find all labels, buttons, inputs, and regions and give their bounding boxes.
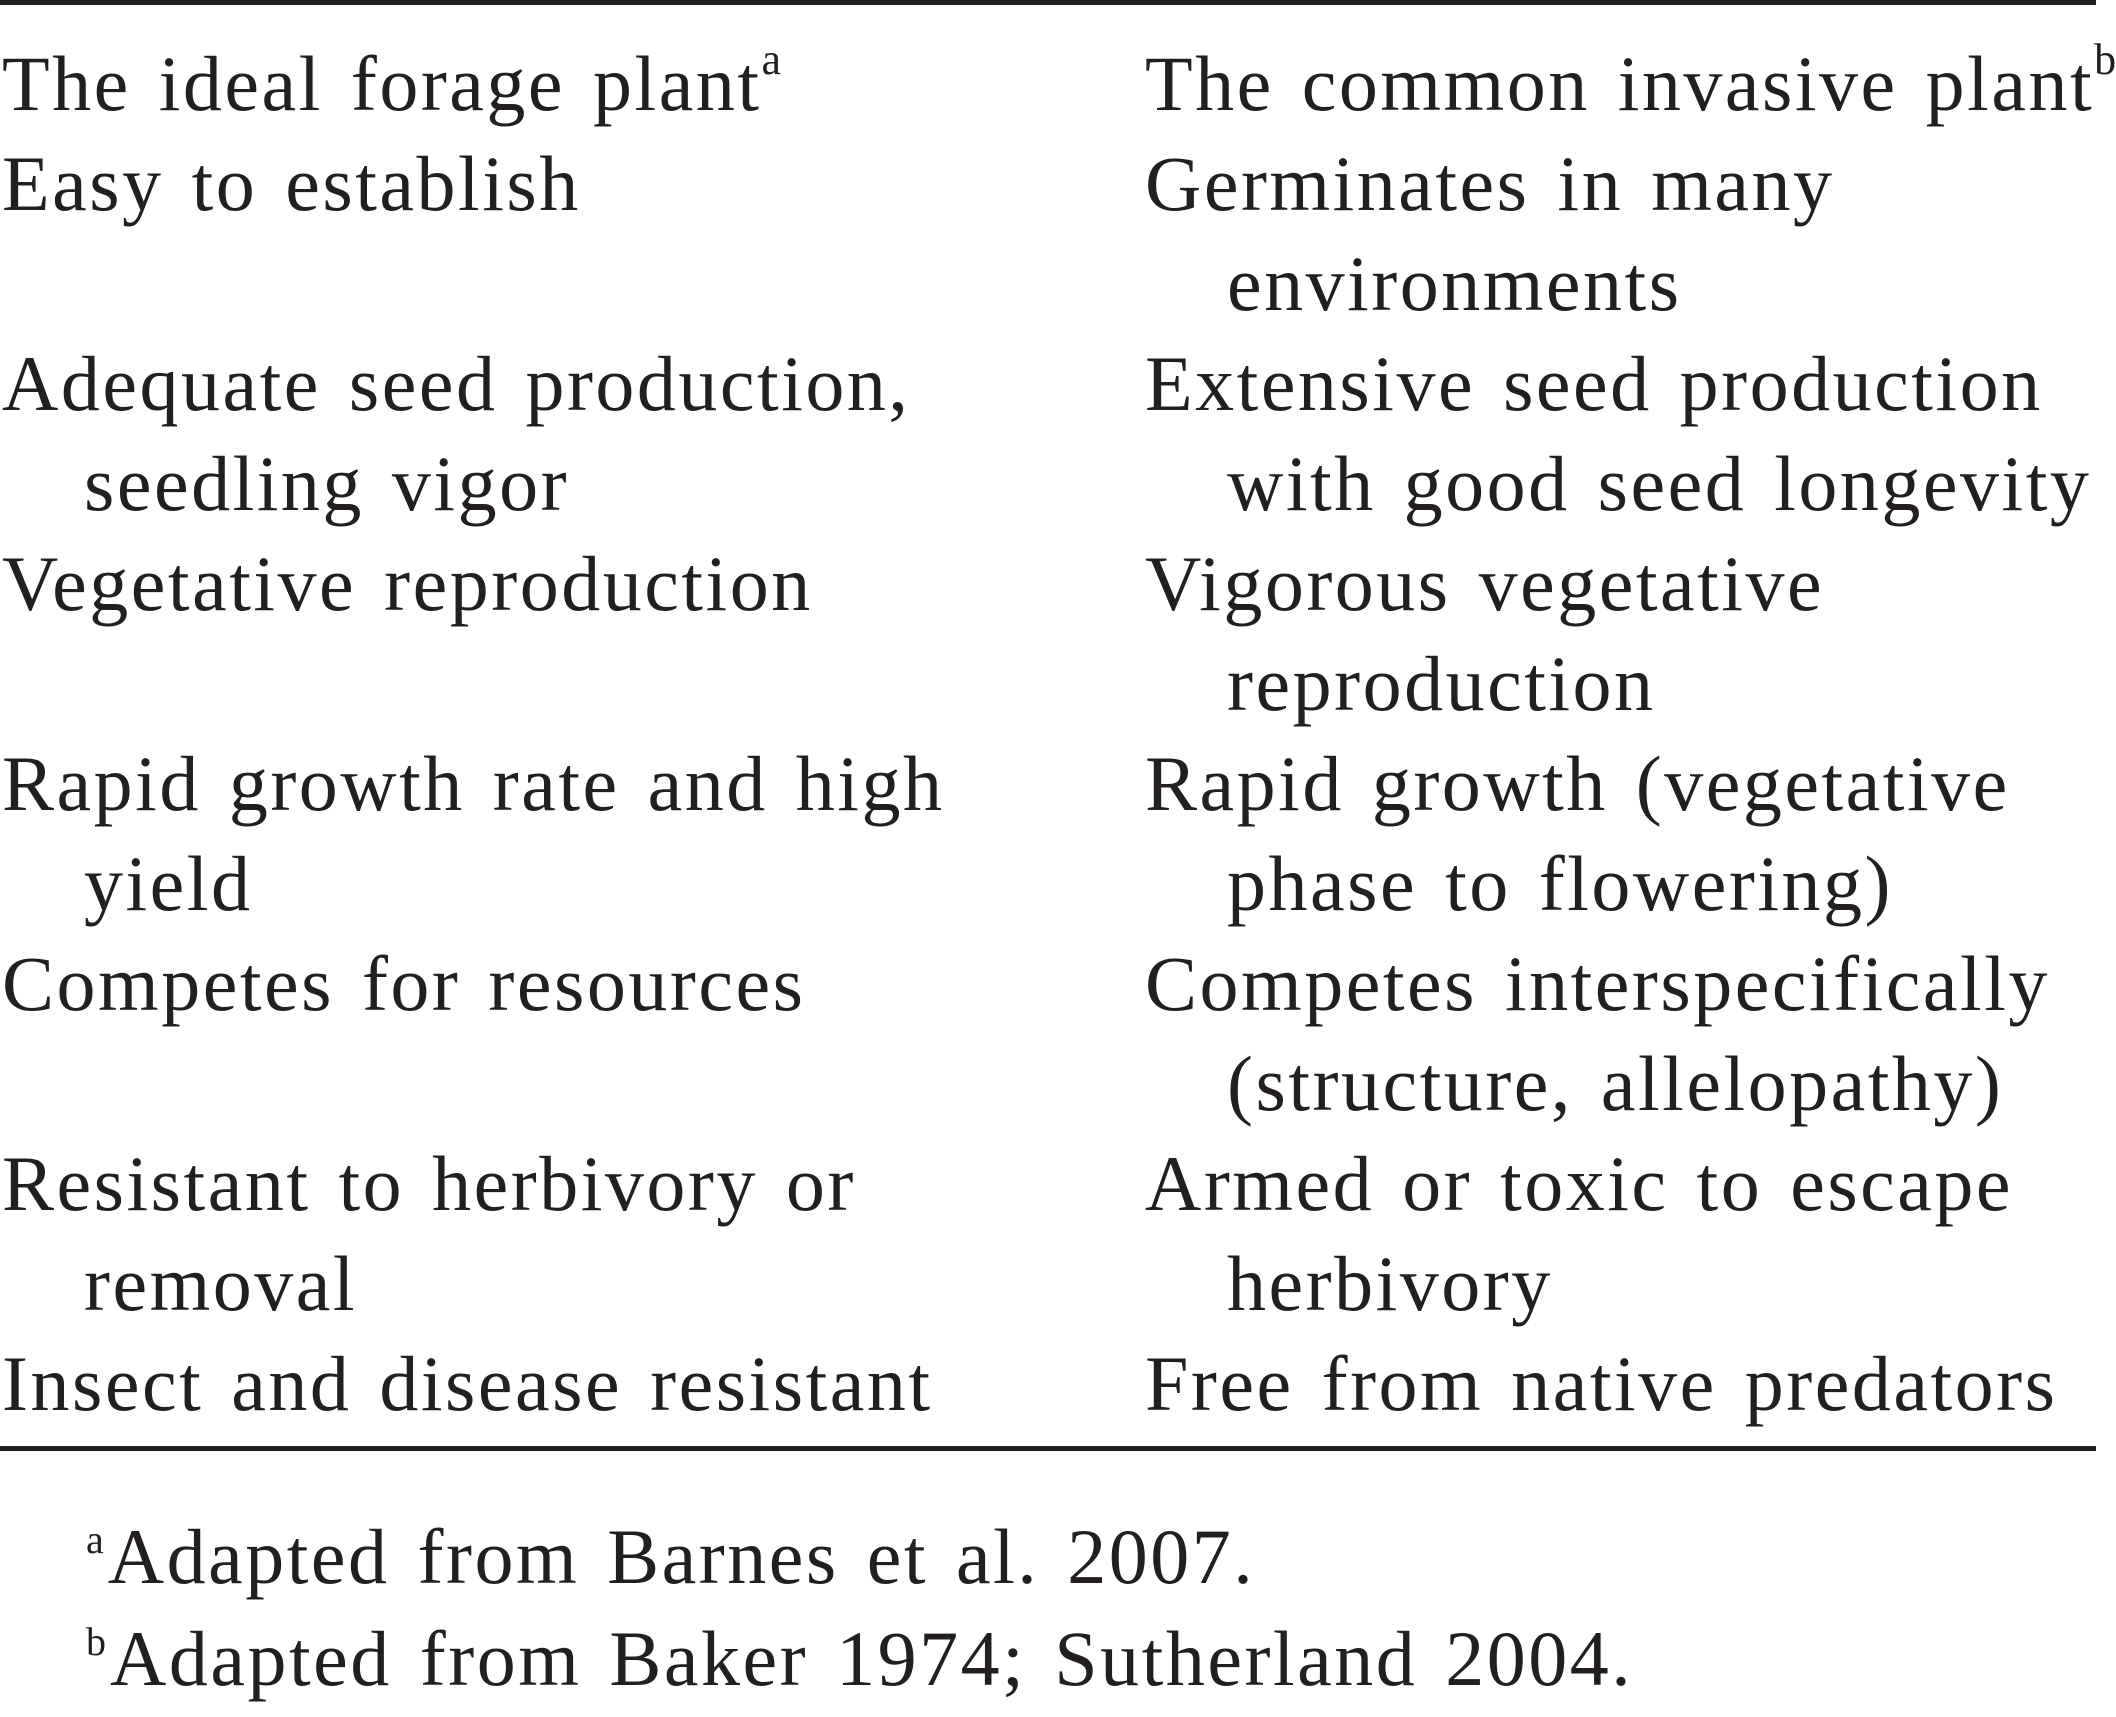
table-bottom-rule: [0, 1446, 2096, 1451]
table-cell-invasive-1: Germinates in many environments: [1145, 140, 1835, 327]
header-left-text: The ideal forage plant: [2, 40, 762, 127]
header-right-text: The common invasive plant: [1145, 40, 2095, 127]
footnote-marker-a: a: [761, 35, 782, 84]
footnote-marker-b: b: [2094, 35, 2116, 84]
table-cell-ideal-1: Easy to establish: [2, 140, 581, 227]
table-cell-invasive-6: Armed or toxic to escape herbivory: [1145, 1140, 2014, 1327]
header-ideal-forage-plant: [2, 34, 1122, 134]
table-cell-ideal-2: Adequate seed production, seedling vigor: [2, 340, 911, 527]
table-cell-invasive-3: Vigorous vegetative reproduction: [1145, 540, 1825, 727]
ideal-forage-column: [2, 34, 1122, 1434]
table-cell-invasive-5: Competes interspecifically (structure, allelopathy): [1145, 940, 2050, 1127]
footnote-b-mark: b: [86, 1619, 106, 1664]
header-common-invasive-plant: [1145, 34, 2116, 134]
footnote-a: [86, 1512, 1255, 1602]
footnote-b: [86, 1614, 1633, 1704]
table-cell-ideal-7: Insect and disease resistant: [2, 1340, 933, 1427]
footnote-a-text: Adapted from Barnes et al. 2007.: [107, 1513, 1256, 1600]
table-cell-ideal-4: Rapid growth rate and high yield: [2, 740, 945, 927]
table-cell-ideal-3: Vegetative reproduction: [2, 540, 813, 627]
table-cell-invasive-2: Extensive seed production with good seed longevity: [1145, 340, 2092, 527]
table-cell-ideal-6: Resistant to herbivory or removal: [2, 1140, 856, 1327]
table-cell-invasive-7: Free from native predators: [1145, 1340, 2058, 1427]
footnote-b-text: Adapted from Baker 1974; Sutherland 2004.: [110, 1615, 1634, 1702]
common-invasive-column: [1145, 34, 2116, 1434]
footnote-a-mark: a: [86, 1517, 104, 1562]
table-cell-ideal-5: Competes for resources: [2, 940, 806, 1027]
table-cell-invasive-4: Rapid growth (vegetative phase to flowering): [1145, 740, 2010, 927]
table-top-rule: [0, 0, 2096, 5]
